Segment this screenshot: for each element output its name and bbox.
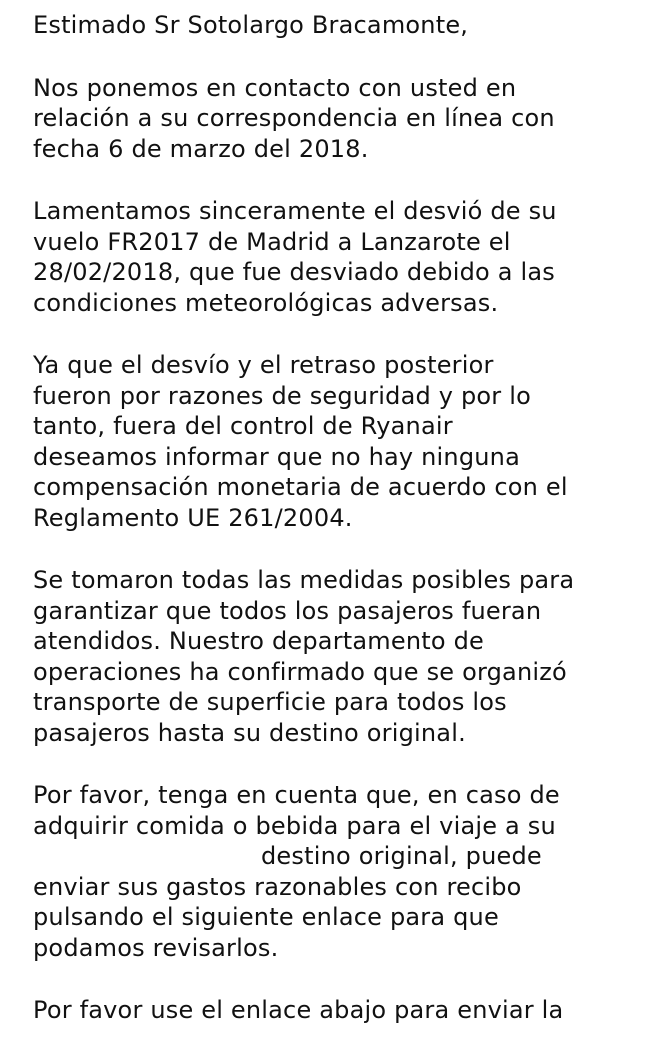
- text-line: condiciones meteorológicas adversas.: [33, 288, 499, 317]
- text-line: operaciones ha confirmado que se organizó: [33, 657, 567, 686]
- paragraph-measures: [33, 565, 646, 748]
- text-line: destino original, puede: [261, 842, 542, 870]
- greeting-line: Estimado Sr Sotolargo Bracamonte,: [33, 11, 469, 39]
- text-line: atendidos. Nuestro departamento de: [33, 627, 484, 655]
- paragraph-contact: [33, 73, 646, 165]
- paragraph-compensation: [33, 350, 646, 533]
- text-line: garantizar que todos los pasajeros fueran: [33, 596, 542, 625]
- text-line: relación a su correspondencia en línea con: [33, 104, 555, 132]
- text-line: pasajeros hasta su destino original.: [33, 718, 466, 747]
- text-line: Lamentamos sinceramente el desvió de su: [33, 197, 557, 225]
- text-line: Por favor, tenga en cuenta que, en caso de: [33, 781, 560, 809]
- text-line: Por favor use el enlace abajo para enviar la: [33, 996, 564, 1024]
- text-line: Ya que el desvío y el retraso posterior: [33, 351, 494, 379]
- text-line: Nos ponemos en contacto con usted en: [33, 73, 517, 102]
- text-line: fueron por razones de seguridad y por lo: [33, 381, 531, 410]
- text-line: podamos revisarlos.: [33, 933, 279, 962]
- greeting: [33, 10, 646, 41]
- text-line: vuelo FR2017 de Madrid a Lanzarote el: [33, 227, 511, 256]
- text-line: Se tomaron todas las medidas posibles para: [33, 566, 575, 594]
- text-line: deseamos informar que no hay ninguna: [33, 442, 520, 471]
- text-line: compensación monetaria de acuerdo con el: [33, 473, 568, 501]
- text-line: enviar sus gastos razonables con recibo: [33, 872, 522, 901]
- text-line: pulsando el siguiente enlace para que: [33, 903, 499, 931]
- paragraph-expenses: [33, 780, 646, 963]
- text-line: adquirir comida o bebida para el viaje a su: [33, 811, 556, 840]
- paragraph-link: [33, 995, 646, 1026]
- text-line: Reglamento UE 261/2004.: [33, 503, 353, 532]
- text-line: transporte de superficie para todos los: [33, 688, 507, 716]
- text-line: fecha 6 de marzo del 2018.: [33, 134, 369, 163]
- text-line: 28/02/2018, que fue desviado debido a las: [33, 258, 555, 286]
- text-line: tanto, fuera del control de Ryanair: [33, 412, 453, 440]
- letter-body: [33, 10, 646, 1058]
- paragraph-diversion: [33, 196, 646, 318]
